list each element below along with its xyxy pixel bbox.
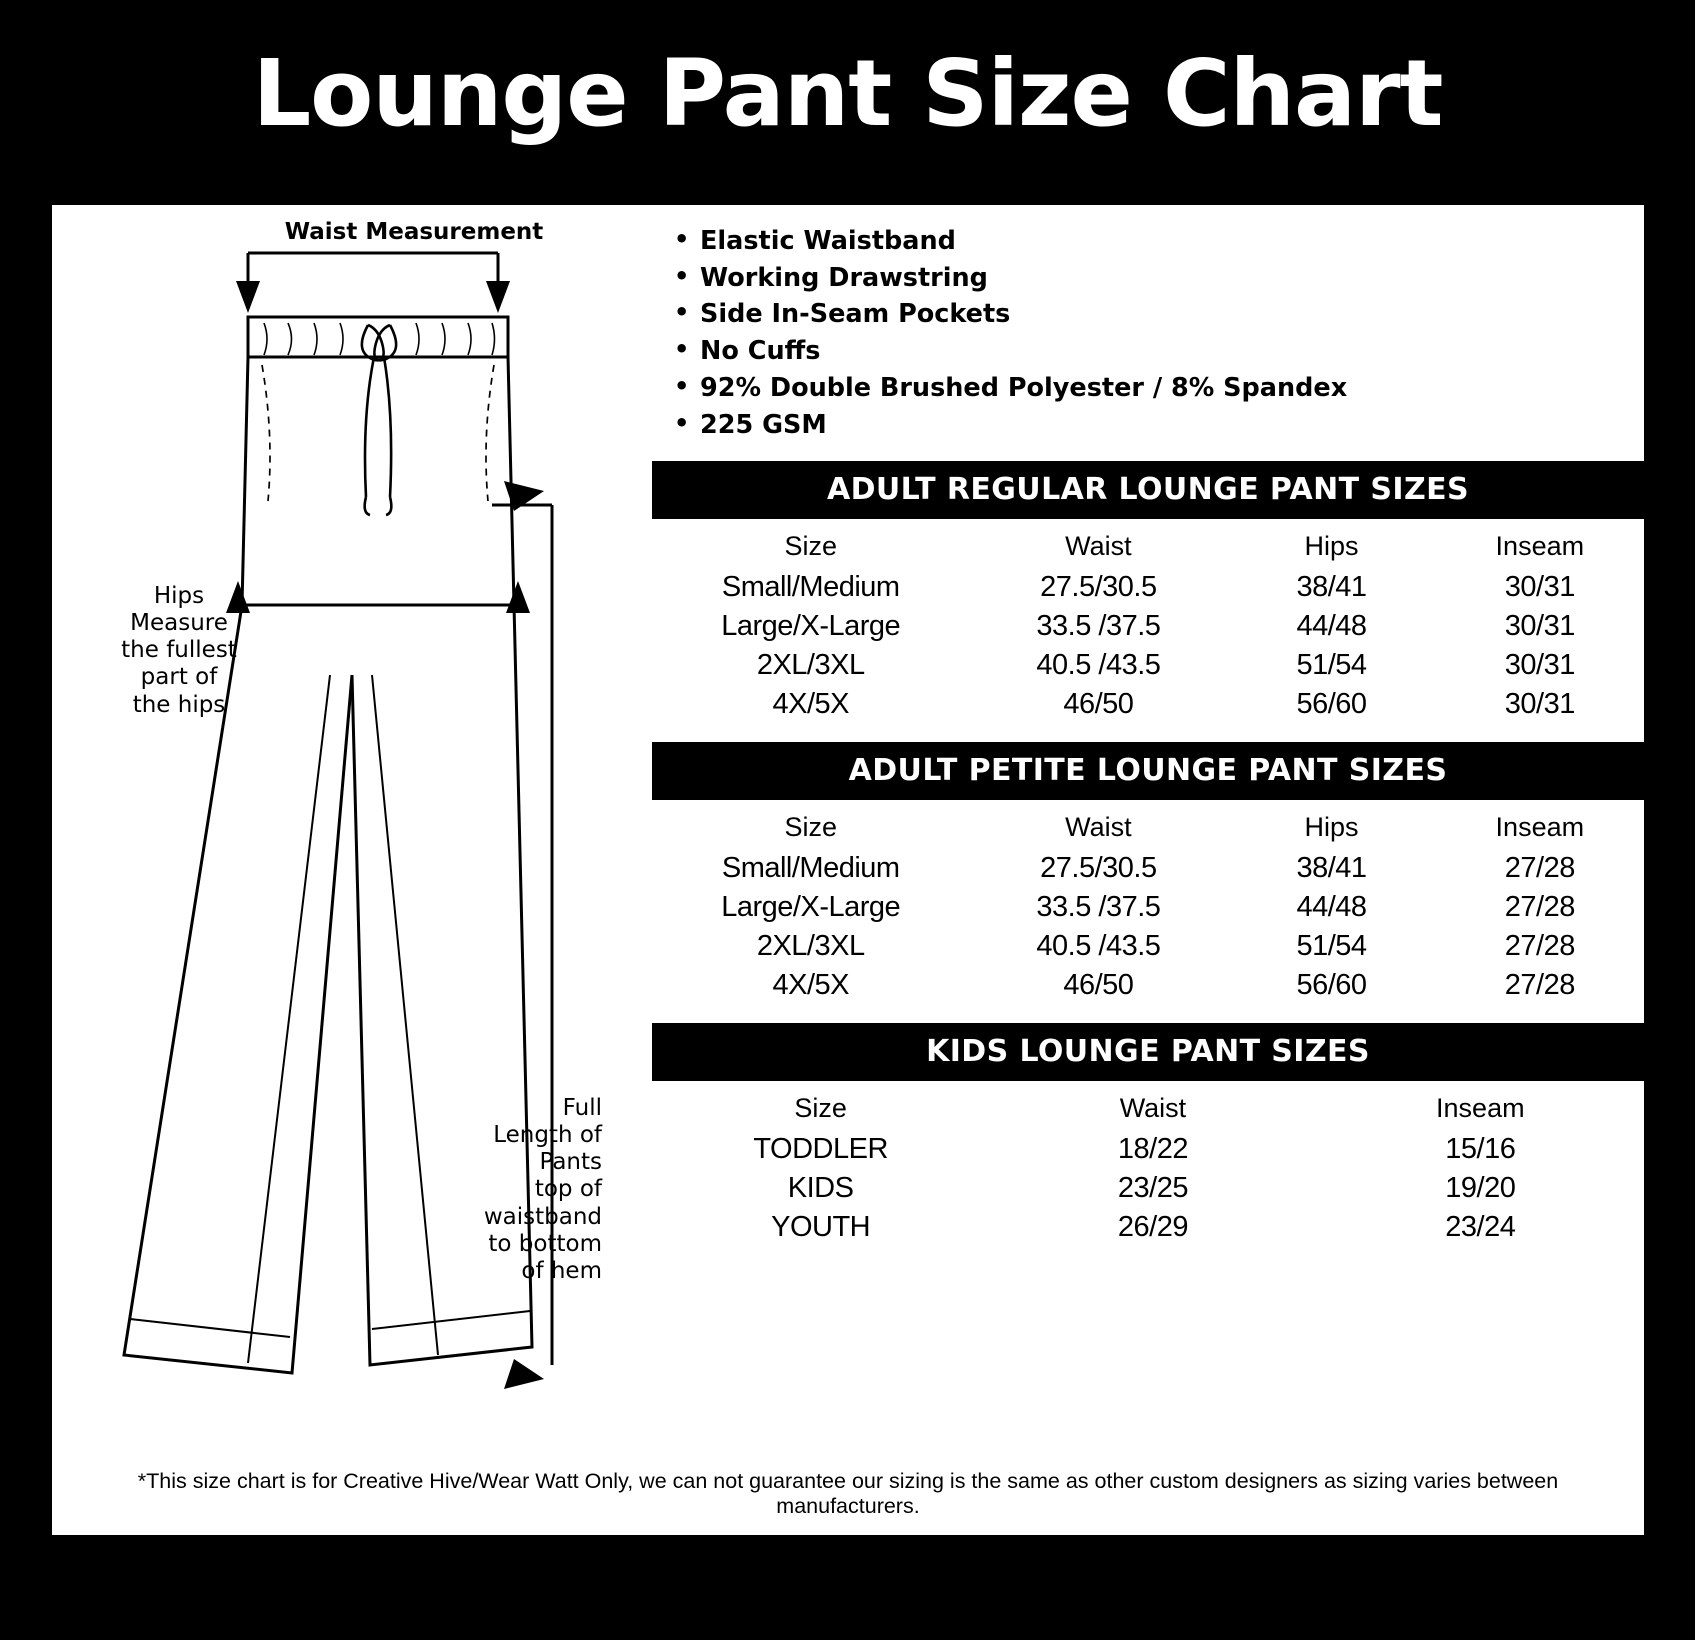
table-row	[652, 685, 1644, 724]
cell-waist: 46/50	[1063, 969, 1134, 1002]
cell-inseam: 27/28	[1504, 891, 1575, 924]
cell-hips: 38/41	[1296, 571, 1367, 604]
cell-hips: 38/41	[1296, 852, 1367, 885]
table-row	[652, 568, 1644, 607]
cell-hips: 44/48	[1296, 610, 1367, 643]
table-row	[652, 849, 1644, 888]
column-header-waist: Waist	[1065, 531, 1132, 562]
table-heading: ADULT REGULAR LOUNGE PANT SIZES	[652, 461, 1644, 519]
cell-hips: 44/48	[1296, 891, 1367, 924]
cell-waist: 27.5/30.5	[1040, 852, 1157, 885]
feature-list	[652, 205, 1644, 443]
list-item: • No Cuffs	[700, 333, 1644, 370]
table-heading: ADULT PETITE LOUNGE PANT SIZES	[652, 742, 1644, 800]
table-header-row	[652, 519, 1644, 568]
cell-hips: 56/60	[1296, 688, 1367, 721]
cell-inseam: 30/31	[1504, 571, 1575, 604]
cell-waist: 33.5 /37.5	[1036, 610, 1161, 643]
column-header-size: Size	[794, 1093, 847, 1124]
list-item: • Working Drawstring	[700, 260, 1644, 297]
cell-inseam: 19/20	[1445, 1172, 1516, 1205]
cell-inseam: 15/16	[1445, 1133, 1516, 1166]
list-item: • 92% Double Brushed Polyester / 8% Spandex	[700, 370, 1644, 407]
cell-waist: 18/22	[1117, 1133, 1188, 1166]
waist-measurement-label: Waist Measurement	[284, 219, 544, 245]
cell-waist: 33.5 /37.5	[1036, 891, 1161, 924]
cell-size: Large/X-Large	[721, 891, 901, 924]
size-table	[652, 1081, 1644, 1247]
cell-inseam: 27/28	[1504, 969, 1575, 1002]
column-header-inseam: Inseam	[1436, 1093, 1525, 1124]
cell-inseam: 30/31	[1504, 610, 1575, 643]
column-header-hips: Hips	[1304, 531, 1359, 562]
cell-waist: 26/29	[1117, 1211, 1188, 1244]
table-row	[652, 927, 1644, 966]
cell-size: 2XL/3XL	[756, 930, 865, 963]
column-header-size: Size	[784, 531, 837, 562]
chart-card	[52, 205, 1644, 1535]
table-adult-petite	[652, 742, 1644, 1005]
cell-size: 4X/5X	[772, 688, 849, 721]
column-header-size: Size	[784, 812, 837, 843]
pant-drawing-svg	[52, 205, 692, 1535]
table-row	[652, 607, 1644, 646]
page-title: Lounge Pant Size Chart	[252, 40, 1443, 147]
table-adult-regular	[652, 461, 1644, 724]
cell-waist: 46/50	[1063, 688, 1134, 721]
cell-size: YOUTH	[771, 1211, 871, 1244]
cell-hips: 51/54	[1296, 649, 1367, 682]
pant-illustration	[52, 205, 692, 1535]
details-column	[652, 205, 1644, 1535]
column-header-inseam: Inseam	[1495, 812, 1585, 843]
table-header-row	[652, 800, 1644, 849]
cell-size: Small/Medium	[721, 571, 900, 604]
cell-waist: 40.5 /43.5	[1036, 930, 1161, 963]
cell-size: Large/X-Large	[721, 610, 901, 643]
size-table	[652, 519, 1644, 724]
footnote: *This size chart is for Creative Hive/Wear Watt Only, we can not guarantee our sizing is the same as other custom designers as sizing varies between manufacturers.	[137, 1469, 1559, 1518]
cell-size: 2XL/3XL	[756, 649, 865, 682]
hips-measure-label: Hips Measure the fullest part of the hips	[121, 583, 237, 718]
cell-waist: 40.5 /43.5	[1036, 649, 1161, 682]
cell-size: TODDLER	[753, 1133, 888, 1166]
full-length-label: Full Length of Pants top of waistband to bottom of hem	[483, 1095, 602, 1284]
list-item: • Side In-Seam Pockets	[700, 296, 1644, 333]
table-row	[652, 1169, 1644, 1208]
column-header-waist: Waist	[1119, 1093, 1187, 1124]
table-row	[652, 966, 1644, 1005]
cell-size: Small/Medium	[721, 852, 900, 885]
cell-hips: 56/60	[1296, 969, 1367, 1002]
cell-inseam: 27/28	[1504, 930, 1575, 963]
table-row	[652, 888, 1644, 927]
column-header-waist: Waist	[1065, 812, 1132, 843]
table-header-row	[652, 1081, 1644, 1130]
cell-hips: 51/54	[1296, 930, 1367, 963]
table-kids	[652, 1023, 1644, 1247]
cell-inseam: 30/31	[1504, 649, 1575, 682]
table-row	[652, 646, 1644, 685]
column-header-hips: Hips	[1304, 812, 1359, 843]
cell-inseam: 30/31	[1504, 688, 1575, 721]
cell-size: KIDS	[787, 1172, 854, 1205]
size-table	[652, 800, 1644, 1005]
table-heading: KIDS LOUNGE PANT SIZES	[652, 1023, 1644, 1081]
cell-waist: 27.5/30.5	[1040, 571, 1157, 604]
table-row	[652, 1130, 1644, 1169]
cell-inseam: 27/28	[1504, 852, 1575, 885]
cell-waist: 23/25	[1117, 1172, 1188, 1205]
list-item: • 225 GSM	[700, 407, 1644, 444]
cell-size: 4X/5X	[772, 969, 849, 1002]
list-item: • Elastic Waistband	[700, 223, 1644, 260]
column-header-inseam: Inseam	[1495, 531, 1585, 562]
cell-inseam: 23/24	[1445, 1211, 1516, 1244]
table-row	[652, 1208, 1644, 1247]
